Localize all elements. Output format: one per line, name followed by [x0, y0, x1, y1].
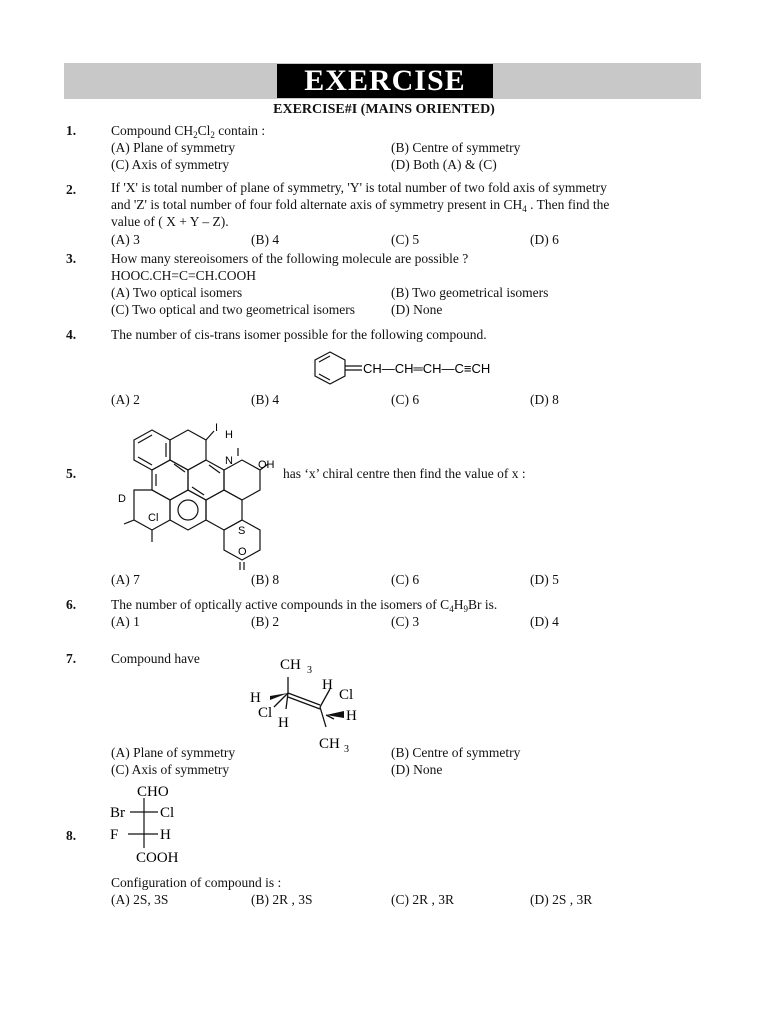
option-d: (D) 8 — [530, 392, 559, 407]
svg-text:OH: OH — [258, 459, 275, 471]
svg-text:Cl: Cl — [148, 512, 159, 524]
option-b: (B) Centre of symmetry — [391, 745, 521, 760]
svg-text:3: 3 — [344, 744, 349, 755]
svg-text:D: D — [118, 493, 126, 505]
option-a: (A) 2 — [111, 392, 140, 407]
option-a: (A) 2S, 3S — [111, 892, 169, 907]
question-number: 7. — [66, 651, 77, 666]
question-number: 6. — [66, 597, 77, 612]
option-d: (D) 4 — [530, 614, 559, 629]
question-text: Compound $CH_2Cl_2$ contain : — [111, 123, 266, 140]
svg-text:H: H — [160, 827, 171, 843]
option-a: (A) 1 — [111, 614, 140, 629]
option-c: (C) 6 — [391, 572, 420, 587]
option-d: (D) None — [391, 302, 443, 317]
svg-text:Br: Br — [110, 805, 125, 821]
chain-label: CH—CH═CH—C≡CH — [363, 361, 491, 376]
svg-text:Cl: Cl — [258, 705, 273, 721]
option-c: (C) Axis of symmetry — [111, 157, 230, 172]
svg-text:Cl: Cl — [160, 805, 175, 821]
option-a: (A) 7 — [111, 572, 140, 587]
svg-text:CH: CH — [280, 657, 301, 673]
question-text: Compound have — [111, 651, 200, 666]
option-a: (A) 3 — [111, 232, 140, 247]
question-number: 3. — [66, 251, 77, 266]
header-banner — [64, 63, 701, 99]
question-number: 1. — [66, 123, 77, 138]
option-b: (B) 2R , 3S — [251, 892, 313, 907]
question-text: The number of optically active compounds in the isomers of $C_4H_9Br$ is. — [111, 597, 498, 614]
svg-text:H: H — [346, 708, 357, 724]
svg-text:H: H — [278, 715, 289, 731]
svg-text:F: F — [110, 827, 119, 843]
svg-text:CHO: CHO — [137, 784, 169, 800]
compound-structure — [312, 348, 532, 388]
option-b: (B) 4 — [251, 232, 280, 247]
svg-text:Cl: Cl — [339, 687, 354, 703]
option-d: (D) None — [391, 762, 443, 777]
svg-text:COOH: COOH — [136, 850, 179, 866]
svg-text:3: 3 — [307, 665, 312, 676]
option-c: (C) 3 — [391, 614, 420, 629]
svg-text:H: H — [225, 429, 233, 441]
option-b: (B) Two geometrical isomers — [391, 285, 549, 300]
svg-text:O: O — [238, 546, 247, 558]
question-text: has ‘x’ chiral centre then find the value of x : — [283, 466, 526, 481]
option-b: (B) 4 — [251, 392, 280, 407]
question-number: 4. — [66, 327, 77, 342]
option-d: (D) Both (A) & (C) — [391, 157, 497, 172]
page-title: EXERCISE — [277, 64, 493, 98]
option-d: (D) 6 — [530, 232, 559, 247]
option-a: (A) Plane of symmetry — [111, 745, 236, 760]
svg-text:CH: CH — [319, 736, 340, 752]
option-c: (C) Axis of symmetry — [111, 762, 230, 777]
option-b: (B) 8 — [251, 572, 280, 587]
exercise-subheading: EXERCISE#I (MAINS ORIENTED) — [273, 102, 495, 117]
fischer-projection — [110, 782, 210, 866]
option-a: (A) Two optical isomers — [111, 285, 243, 300]
polycyclic-structure — [112, 420, 292, 570]
svg-text:I: I — [215, 422, 219, 434]
option-c: (C) 2R , 3R — [391, 892, 455, 907]
svg-text:N: N — [225, 455, 233, 467]
option-c: (C) 5 — [391, 232, 420, 247]
option-a: (A) Plane of symmetry — [111, 140, 236, 155]
option-c: (C) 6 — [391, 392, 420, 407]
svg-text:S: S — [238, 525, 246, 537]
molecule-formula: HOOC.CH=C=CH.COOH — [111, 268, 256, 283]
question-number: 2. — [66, 182, 77, 197]
option-b: (B) 2 — [251, 614, 280, 629]
question-number: 5. — [66, 466, 77, 481]
question-text: Configuration of compound is : — [111, 875, 282, 890]
option-b: (B) Centre of symmetry — [391, 140, 521, 155]
question-text: The number of cis-trans isomer possible for the following compound. — [111, 327, 487, 342]
option-d: (D) 2S , 3R — [530, 892, 593, 907]
allene-like-structure — [246, 655, 386, 755]
option-d: (D) 5 — [530, 572, 559, 587]
svg-text:H: H — [322, 677, 333, 693]
question-number: 8. — [66, 828, 77, 843]
svg-text:H: H — [250, 690, 261, 706]
option-c: (C) Two optical and two geometrical isomers — [111, 302, 355, 317]
